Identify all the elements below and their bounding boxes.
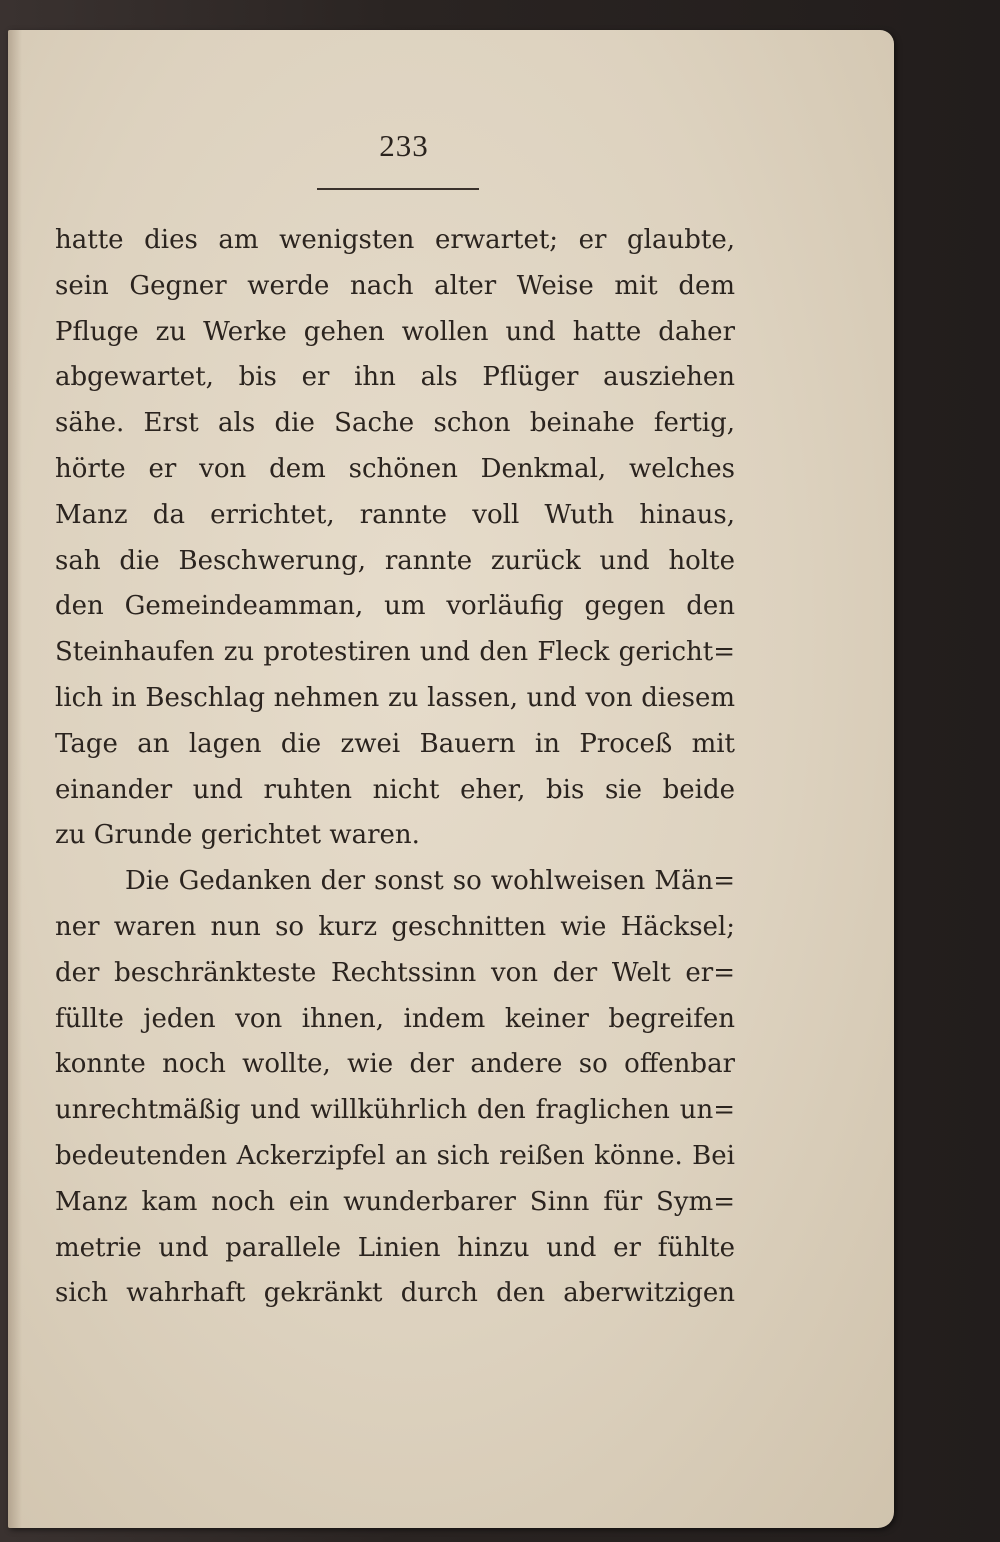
text-line: ner waren nun so kurz geschnitten wie Häcksel; (55, 911, 735, 942)
text-line: Manz da errichtet, rannte voll Wuth hinaus, (55, 499, 735, 530)
text-line: zu Grunde gerichtet waren. (55, 820, 420, 851)
text-line: hörte er von dem schönen Denkmal, welches (55, 453, 735, 484)
text-line: metrie und parallele Linien hinzu und er fühlte (55, 1232, 735, 1263)
body-text (55, 218, 735, 1317)
text-line: den Gemeindeamman, um vorläufig gegen den (55, 591, 735, 622)
text-line: lich in Beschlag nehmen zu lassen, und von diesem (55, 682, 735, 713)
text-line: Steinhaufen zu protestiren und den Fleck gericht= (55, 637, 735, 668)
text-line: unrechtmäßig und willkührlich den fraglichen un= (55, 1095, 735, 1126)
text-line: Manz kam noch ein wunderbarer Sinn für Sym= (55, 1186, 735, 1217)
text-line: sein Gegner werde nach alter Weise mit dem (55, 270, 735, 301)
text-line: Die Gedanken der sonst so wohlweisen Män= (125, 866, 735, 897)
text-line: füllte jeden von ihnen, indem keiner begreifen (55, 1003, 735, 1034)
text-line: bedeutenden Ackerzipfel an sich reißen könne. Bei (55, 1140, 735, 1171)
text-line: hatte dies am wenigsten erwartet; er glaubte, (55, 225, 735, 255)
text-line: der beschränkteste Rechtssinn von der Welt er= (55, 957, 735, 988)
text-line: sich wahrhaft gekränkt durch den aberwitzigen (55, 1278, 735, 1309)
text-line: konnte noch wollte, wie der andere so offenbar (55, 1049, 735, 1080)
book-page (8, 30, 894, 1528)
text-line: abgewartet, bis er ihn als Pflüger ausziehen (55, 362, 735, 393)
page-gutter-shadow (8, 30, 22, 1528)
header-rule (317, 188, 479, 190)
text-line: Pfluge zu Werke gehen wollen und hatte daher (55, 316, 735, 347)
text-line: einander und ruhten nicht eher, bis sie beide (55, 774, 735, 805)
page-number: 233 (379, 128, 429, 163)
text-line: sah die Beschwerung, rannte zurück und holte (55, 545, 735, 576)
text-line: sähe. Erst als die Sache schon beinahe fertig, (55, 408, 735, 439)
text-line: Tage an lagen die zwei Bauern in Proceß mit (55, 728, 735, 759)
